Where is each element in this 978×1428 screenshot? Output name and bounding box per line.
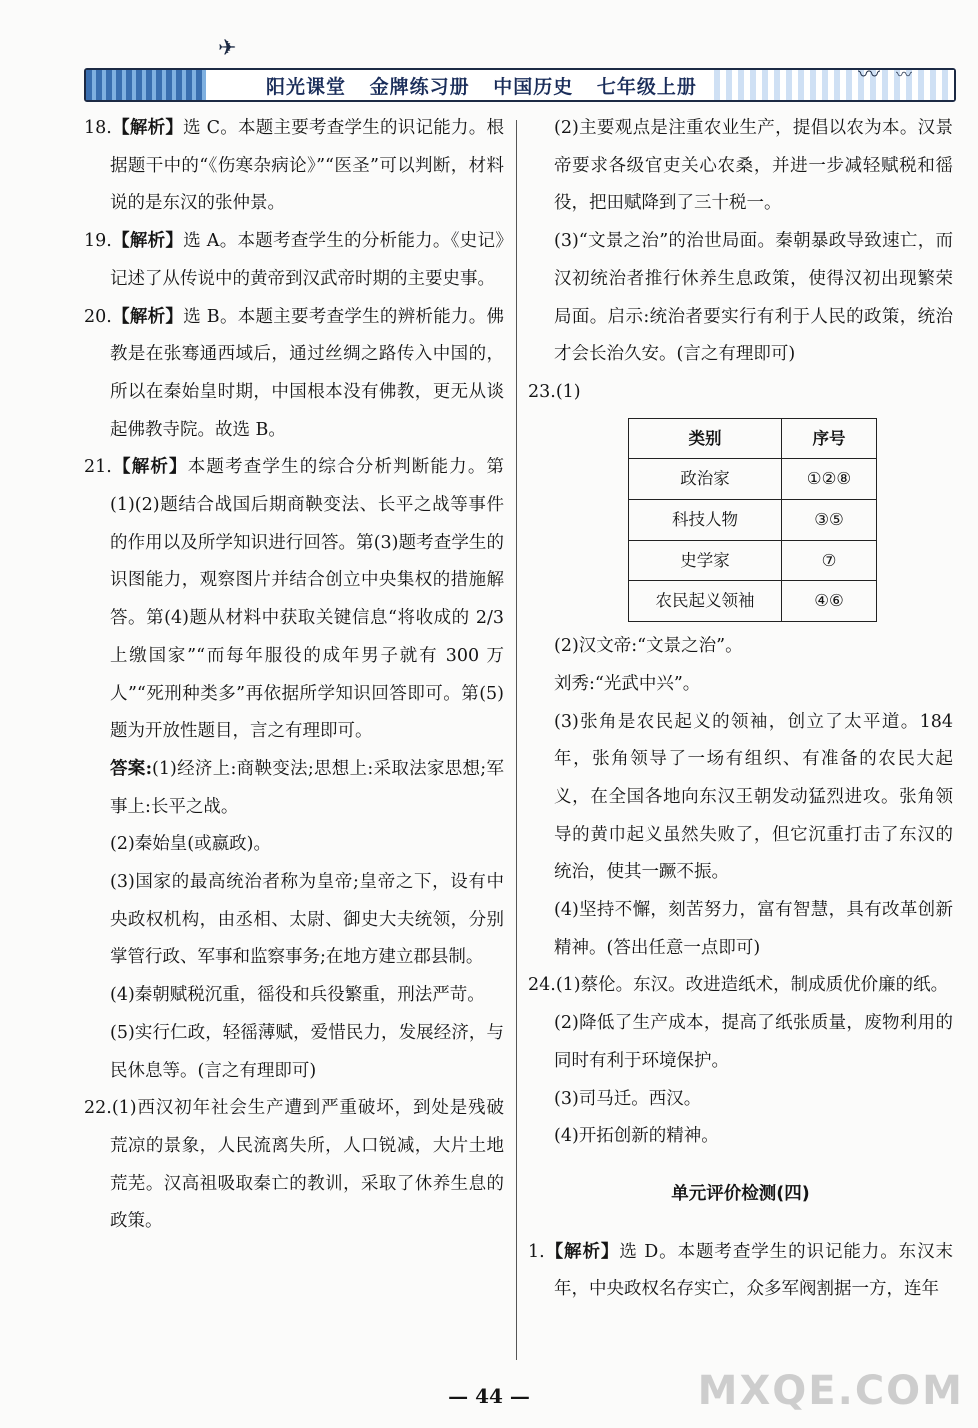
- banner-right-decoration: [714, 70, 954, 100]
- analysis-21: [84, 449, 504, 751]
- answer-text: (1)西汉初年社会生产遭到严重破坏，到处是残破荒凉的景象，人民流离失所，人口锐减，大片土地荒芜。汉高祖吸取秦亡的教训，采取了休养生息的政策。: [110, 1098, 504, 1232]
- analysis-tag: 【解析】: [111, 306, 184, 327]
- unit-title: 单元评价检测(四): [671, 1183, 810, 1204]
- analysis-tag: 【解析】: [111, 231, 184, 252]
- bird-icon: 〰: [896, 65, 913, 84]
- page-number: — 44 —: [448, 1384, 530, 1408]
- unit-analysis-1: [528, 1234, 953, 1309]
- answer-24-part2: (2)降低了生产成本，提高了纸张质量，废物利用的同时有利于环境保护。: [554, 1013, 953, 1071]
- answer-24-part4: (4)开拓创新的精神。: [554, 1126, 719, 1147]
- analysis-text: 本题考查学生的综合分析判断能力。第(1)(2)题结合战国后期商鞅变法、长平之战等事件的作用以及所学知识进行回答。第(3)题考查学生的识图能力，观察图片并结合创立中央集权的措施解答。第(4)题从材料中获取关键信息“将收成的 2/3 上缴国家”“而每年服役的成年男子就有 300 万人”“死刑种类多”再依据所学知识回答即可。第(5)题为开放性题目，言之有理即可。: [110, 457, 505, 742]
- answer-21-part5: (5)实行仁政，轻徭薄赋，爱惜民力，发展经济，与民休息等。(言之有理即可): [110, 1022, 504, 1081]
- right-column: [528, 110, 953, 1309]
- answer-24-part3: (3)司马迁。西汉。: [554, 1088, 702, 1109]
- subject-name: 中国历史: [493, 76, 574, 98]
- table-cell: ④⑥: [782, 581, 877, 622]
- question-number: 20.: [84, 306, 112, 327]
- question-number: 21.: [84, 457, 112, 478]
- answer-text: (1)经济上:商鞅变法;思想上:采取法家思想;军事上:长平之战。: [110, 758, 504, 817]
- header-title: [266, 72, 713, 99]
- watermark: MXQE.COM: [697, 1368, 964, 1414]
- category-table: [628, 418, 877, 623]
- question-number: 23.: [528, 381, 556, 402]
- answer-text: (1)蔡伦。东汉。改进造纸术，制成质优价廉的纸。: [555, 975, 949, 996]
- answer-23-part3: (3)张角是农民起义的领袖，创立了太平道。184 年，张角领导了一场有组织、有准备的农民大起义，在全国各地向东汉王朝发动猛烈进攻。张角领导的黄巾起义虽然失败了，但它沉重打击了东汉的统治，使其一蹶不振。: [554, 711, 953, 883]
- table-row: [629, 581, 877, 622]
- page-header: [0, 0, 978, 118]
- analysis-text: 选 B。本题主要考查学生的辨析能力。佛教是在张骞通西域后，通过丝绸之路传入中国的，所以在秦始皇时期，中国根本没有佛教，更无从谈起佛教寺院。故选 B。: [110, 306, 505, 440]
- table-cell: 史学家: [629, 540, 782, 581]
- question-number: 24.: [528, 975, 556, 996]
- answer-22-part2: (2)主要观点是注重农业生产，提倡以农为本。汉景帝要求各级官吏关心农桑，并进一步减轻赋税和徭役，把田赋降到了三十税一。: [554, 118, 953, 214]
- analysis-20: [84, 299, 504, 450]
- part-label: (1): [555, 381, 581, 402]
- series-name: 阳光课堂: [266, 76, 347, 98]
- table-cell: ③⑤: [782, 500, 877, 541]
- column-divider: [516, 120, 517, 1360]
- analysis-tag: 【解析】: [544, 1241, 620, 1262]
- analysis-tag: 【解析】: [111, 457, 188, 478]
- question-number: 19.: [84, 231, 112, 252]
- answer-23-part4: (4)坚持不懈，刻苦努力，富有智慧，具有改革创新精神。(答出任意一点即可): [554, 900, 953, 958]
- table-row: [629, 540, 877, 581]
- analysis-text: 选 A。本题考查学生的分析能力。《史记》记述了从传说中的黄帝到汉武帝时期的主要史事。: [110, 231, 505, 289]
- answer-21-part3: (3)国家的最高统治者称为皇帝;皇帝之下，设有中央政权机构，由丞相、太尉、御史大夫统领，分别掌管行政、军事和监察事务;在地方建立郡县制。: [110, 872, 504, 968]
- analysis-text: 选 C。本题主要考查学生的识记能力。根据题干中的“《伤寒杂病论》”“医圣”可以判断，材料说的是东汉的张仲景。: [110, 118, 505, 214]
- header-banner: [84, 68, 956, 102]
- analysis-18: [84, 110, 504, 223]
- analysis-19: [84, 223, 504, 298]
- table-cell: 农民起义领袖: [629, 581, 782, 622]
- table-cell: 科技人物: [629, 500, 782, 541]
- product-name: 金牌练习册: [369, 76, 470, 98]
- analysis-tag: 【解析】: [111, 118, 184, 138]
- answer-21-part4: (4)秦朝赋税沉重，徭役和兵役繁重，刑法严苛。: [110, 985, 485, 1006]
- answer-22-part1: [84, 1090, 504, 1241]
- answer-23-part1: [528, 374, 953, 412]
- answer-21-part1: [84, 751, 504, 826]
- answer-21-part2: (2)秦始皇(或嬴政)。: [110, 834, 271, 855]
- answer-24-part1: [528, 967, 953, 1005]
- question-number: 1.: [528, 1241, 545, 1262]
- table-header-row: [629, 418, 877, 459]
- banner-stripe-decoration: [86, 70, 206, 100]
- table-cell: ⑦: [782, 540, 877, 581]
- answer-23-part2a: (2)汉文帝:“文景之治”。: [554, 636, 743, 657]
- table-header: 类别: [629, 418, 782, 459]
- answer-22-part3: (3)“文景之治”的治世局面。秦朝暴政导致速亡，而汉初统治者推行休养生息政策，使得汉初出现繁荣局面。启示:统治者要实行有利于人民的政策，统治才会长治久安。(言之有理即可): [554, 231, 953, 365]
- left-column: [84, 110, 504, 1241]
- grade-name: 七年级上册: [596, 76, 697, 98]
- table-row: [629, 459, 877, 500]
- table-header: 序号: [782, 418, 877, 459]
- answer-label: 答案:: [110, 758, 153, 779]
- table-cell: ①②⑧: [782, 459, 877, 500]
- table-row: [629, 500, 877, 541]
- table-cell: 政治家: [629, 459, 782, 500]
- question-number: 18.: [84, 118, 112, 138]
- answer-23-part2b: 刘秀:“光武中兴”。: [554, 673, 701, 694]
- analysis-text: 选 D。本题考查学生的识记能力。东汉末年，中央政权名存实亡，众多军阀割据一方，连年: [554, 1241, 953, 1300]
- bird-icon: 〰: [858, 63, 881, 88]
- question-number: 22.: [84, 1098, 112, 1119]
- paper-plane-icon: ✈: [218, 36, 237, 61]
